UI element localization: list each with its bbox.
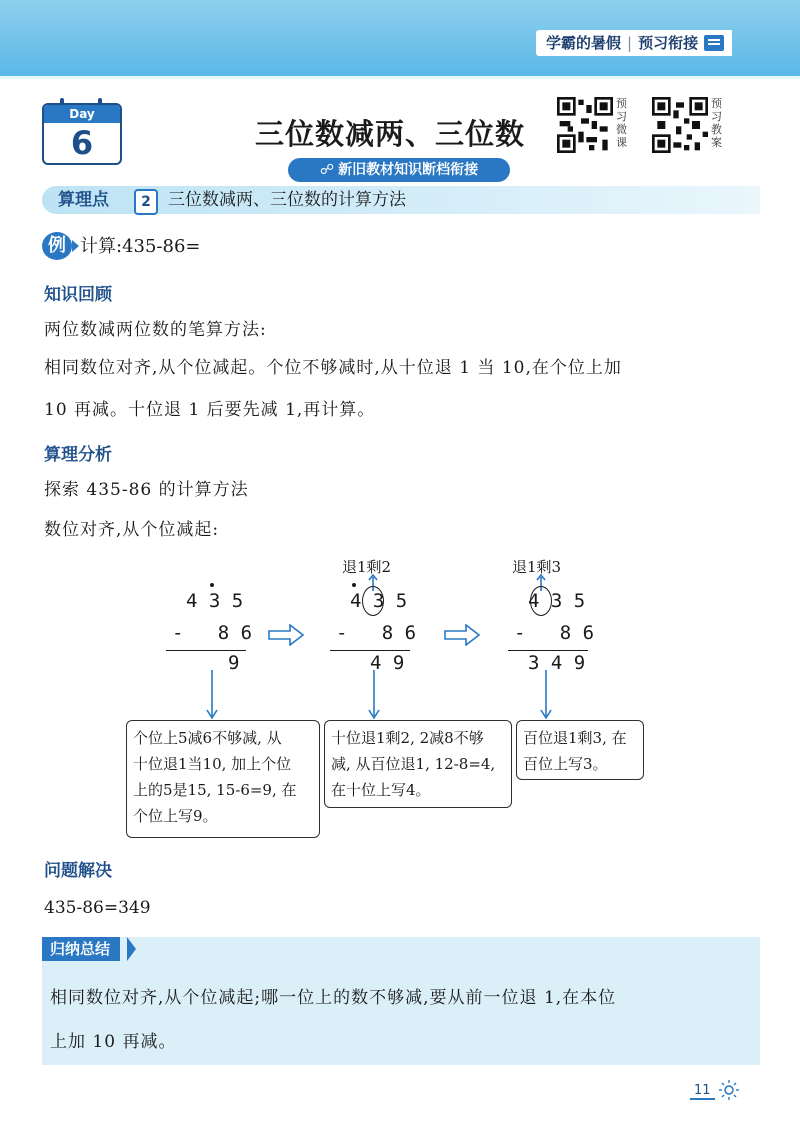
page-number: 11 xyxy=(690,1083,715,1100)
day-label: Day xyxy=(44,105,120,123)
explanation-box-1 xyxy=(126,720,320,838)
qr-label: 预习教案 xyxy=(711,97,722,149)
calc-result: 3 4 9 xyxy=(528,652,586,674)
series-badge xyxy=(536,30,732,56)
borrow-note: 退1剩3 xyxy=(512,558,562,576)
example-badge: 例 xyxy=(42,232,72,260)
review-heading: 知识回顾 xyxy=(44,285,112,305)
analysis-heading: 算理分析 xyxy=(44,445,112,465)
subtitle-text: 新旧教材知识断档衔接 xyxy=(338,162,479,178)
borrow-dot xyxy=(352,583,356,587)
calc-result: 4 9 xyxy=(370,652,405,674)
calc-top-number: 4 3 5 xyxy=(350,590,408,612)
calc-result: 9 xyxy=(228,652,240,674)
page-title: 三位数减两、三位数 xyxy=(254,117,525,151)
calc-rule xyxy=(330,650,410,651)
day-number: 6 xyxy=(70,124,94,162)
explanation-line: 百位退1剩3, 在 xyxy=(523,729,627,747)
analysis-line: 探索 435-86 的计算方法 xyxy=(44,480,249,500)
explanation-line: 百位上写3。 xyxy=(523,755,608,773)
link-icon: ☍ xyxy=(319,162,335,178)
example-arrow-icon xyxy=(72,240,79,252)
right-arrow-icon xyxy=(444,624,480,646)
series-subtitle: 预习衔接 xyxy=(638,34,699,52)
circled-digit xyxy=(530,586,552,616)
explanation-line: 十位退1当10, 加上个位 xyxy=(133,755,292,773)
explanation-line: 上的5是15, 15-6=9, 在 xyxy=(133,781,297,799)
review-line: 两位数减两位数的笔算方法: xyxy=(44,320,267,340)
explanation-line: 个位上写9。 xyxy=(133,807,218,825)
down-arrow-icon xyxy=(206,670,218,720)
down-arrow-icon xyxy=(368,670,380,720)
subtitle-pill xyxy=(288,158,510,182)
calc-rule xyxy=(508,650,588,651)
section-title: 三位数减两、三位数的计算方法 xyxy=(168,190,406,210)
calc-subtrahend: - 8 6 xyxy=(336,622,417,644)
calc-subtrahend: - 8 6 xyxy=(514,622,595,644)
top-band-edge xyxy=(0,76,800,79)
circled-digit xyxy=(362,586,384,616)
summary-tab-tip xyxy=(127,937,136,961)
explanation-box-3 xyxy=(516,720,644,780)
series-title: 学霸的暑假 xyxy=(546,34,622,52)
review-line: 10 再减。十位退 1 后要先减 1,再计算。 xyxy=(44,400,376,420)
analysis-line: 数位对齐,从个位减起: xyxy=(44,520,220,540)
right-arrow-icon xyxy=(268,624,304,646)
calc-rule xyxy=(166,650,246,651)
summary-line: 相同数位对齐,从个位减起;哪一位上的数不够减,要从前一位退 1,在本位 xyxy=(50,988,617,1008)
series-separator: | xyxy=(627,34,633,52)
down-arrow-icon xyxy=(540,670,552,720)
calc-top-number: 4 3 5 xyxy=(186,590,244,612)
day-calendar xyxy=(42,103,122,165)
explanation-line: 减, 从百位退1, 12-8=4, xyxy=(331,755,496,773)
section-label: 算理点 xyxy=(58,190,109,210)
explanation-line: 在十位上写4。 xyxy=(331,781,431,799)
explanation-line: 十位退1剩2, 2减8不够 xyxy=(331,729,484,747)
qr-label: 预习微课 xyxy=(616,97,627,149)
section-number: 2 xyxy=(134,189,158,215)
explanation-line: 个位上5减6不够减, 从 xyxy=(133,729,282,747)
borrow-dot xyxy=(210,583,214,587)
book-icon xyxy=(704,35,724,51)
calc-subtrahend: - 8 6 xyxy=(172,622,253,644)
summary-tab: 归纳总结 xyxy=(42,937,120,961)
example-text: 计算:435-86= xyxy=(80,236,201,257)
review-line: 相同数位对齐,从个位减起。个位不够减时,从十位退 1 当 10,在个位上加 xyxy=(44,358,622,378)
summary-text xyxy=(50,976,750,1064)
summary-line: 上加 10 再减。 xyxy=(50,1032,177,1052)
solution-answer: 435-86=349 xyxy=(44,898,151,918)
calc-top-number: 4 3 5 xyxy=(528,590,586,612)
qr-code-icon[interactable] xyxy=(557,97,613,153)
sun-icon xyxy=(718,1079,740,1101)
explanation-box-2 xyxy=(324,720,512,808)
qr-code-icon[interactable] xyxy=(652,97,708,153)
borrow-note: 退1剩2 xyxy=(342,558,392,576)
solution-heading: 问题解决 xyxy=(44,861,112,881)
